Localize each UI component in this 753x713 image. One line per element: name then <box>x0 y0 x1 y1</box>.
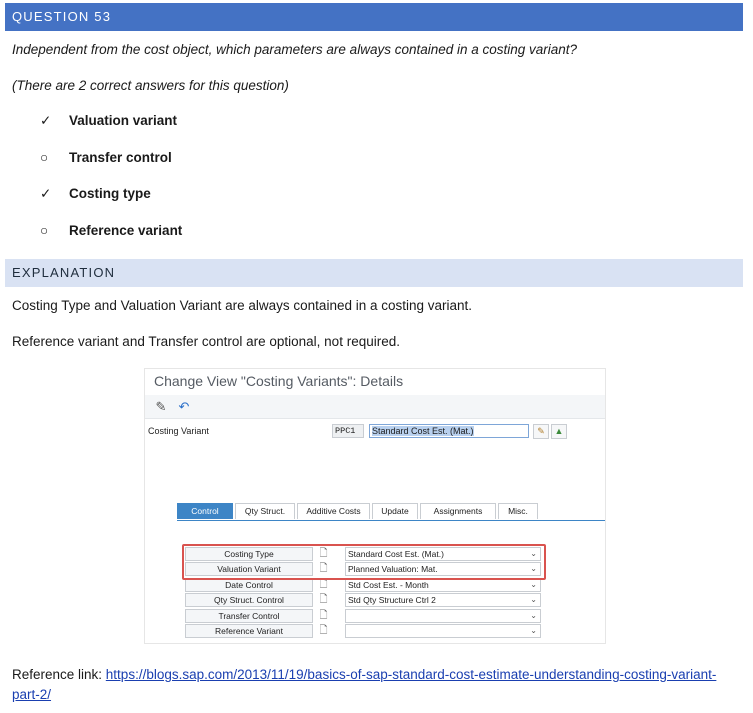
explanation-line-2: Reference variant and Transfer control are optional, not required. <box>12 334 400 349</box>
undo-icon[interactable]: ↶ <box>178 399 190 414</box>
sap-window-title: Change View "Costing Variants": Details <box>154 373 404 389</box>
chevron-down-icon: ⌄ <box>530 611 537 620</box>
tab-additive-costs[interactable]: Additive Costs <box>297 503 370 519</box>
question-header: QUESTION 53 <box>5 3 743 31</box>
costing-variant-code-field[interactable]: PPC1 <box>332 424 364 438</box>
chevron-down-icon: ⌄ <box>530 549 537 558</box>
circle-bullet-icon: ○ <box>40 150 49 165</box>
option-label: Transfer control <box>69 150 172 165</box>
hierarchy-icon[interactable]: ▲ <box>551 424 567 439</box>
tab-assignments[interactable]: Assignments <box>420 503 496 519</box>
question-note: (There are 2 correct answers for this question) <box>12 78 289 93</box>
explanation-header: EXPLANATION <box>5 259 743 287</box>
circle-bullet-icon: ○ <box>40 223 49 238</box>
tab-misc[interactable]: Misc. <box>498 503 538 519</box>
select-value: Planned Valuation: Mat. <box>348 564 438 574</box>
answer-option-1[interactable] <box>40 113 177 129</box>
option-label: Reference variant <box>69 223 183 238</box>
document-icon[interactable]: 🗋 <box>319 579 328 590</box>
check-icon: ✓ <box>40 186 52 201</box>
document-icon[interactable]: 🗋 <box>319 563 328 574</box>
sap-toolbar <box>145 395 605 419</box>
chevron-down-icon: ⌄ <box>530 626 537 635</box>
document-icon[interactable]: 🗋 <box>319 548 328 559</box>
tab-underline <box>177 520 606 521</box>
answer-option-2[interactable] <box>40 150 172 165</box>
sap-screenshot <box>144 368 606 644</box>
costing-variant-label: Costing Variant <box>148 426 209 436</box>
chevron-down-icon: ⌄ <box>530 595 537 604</box>
chevron-down-icon: ⌄ <box>530 580 537 589</box>
answer-option-4[interactable] <box>40 223 182 238</box>
field-label-reference-variant: Reference Variant <box>185 624 313 638</box>
field-label-date-control: Date Control <box>185 578 313 592</box>
answer-option-3[interactable] <box>40 186 151 202</box>
tab-update[interactable]: Update <box>372 503 418 519</box>
select-reference-variant[interactable] <box>345 624 541 638</box>
reference-label: Reference link: <box>12 667 106 682</box>
select-date-control[interactable] <box>345 578 541 592</box>
select-qty-struct-control[interactable] <box>345 593 541 607</box>
select-transfer-control[interactable] <box>345 609 541 623</box>
tab-control[interactable]: Control <box>177 503 233 519</box>
field-label-qty-struct-control: Qty Struct. Control <box>185 593 313 607</box>
question-text: Independent from the cost object, which parameters are always contained in a costing variant? <box>12 42 578 57</box>
reference-line-2 <box>12 687 51 702</box>
highlight-box <box>182 544 546 580</box>
field-label-transfer-control: Transfer Control <box>185 609 313 623</box>
document-icon[interactable]: 🗋 <box>319 610 328 621</box>
select-value: Std Qty Structure Ctrl 2 <box>348 595 436 605</box>
reference-line-1 <box>12 667 716 682</box>
document-icon[interactable]: 🗋 <box>319 625 328 636</box>
tab-qty-struct[interactable]: Qty Struct. <box>235 503 295 519</box>
reference-link[interactable]: https://blogs.sap.com/2013/11/19/basics-of-sap-standard-cost-estimate-understanding-costing-variant- <box>105 667 717 682</box>
display-change-icon[interactable]: ✎ <box>155 399 167 414</box>
field-label-valuation-variant: Valuation Variant <box>185 562 313 576</box>
check-icon: ✓ <box>40 113 52 128</box>
option-label: Costing type <box>69 186 151 201</box>
select-value: Std Cost Est. - Month <box>348 580 429 590</box>
option-label: Valuation variant <box>69 113 178 128</box>
explanation-line-1: Costing Type and Valuation Variant are always contained in a costing variant. <box>12 298 473 313</box>
document-icon[interactable]: 🗋 <box>319 594 328 605</box>
select-value: Standard Cost Est. (Mat.) <box>348 549 444 559</box>
description-text: Standard Cost Est. (Mat.) <box>372 426 474 436</box>
edit-icon[interactable]: ✎ <box>533 424 549 439</box>
chevron-down-icon: ⌄ <box>530 564 537 573</box>
reference-link-continued[interactable]: part-2/ <box>12 687 52 702</box>
field-label-costing-type: Costing Type <box>185 547 313 561</box>
costing-variant-description-field[interactable] <box>369 424 529 438</box>
